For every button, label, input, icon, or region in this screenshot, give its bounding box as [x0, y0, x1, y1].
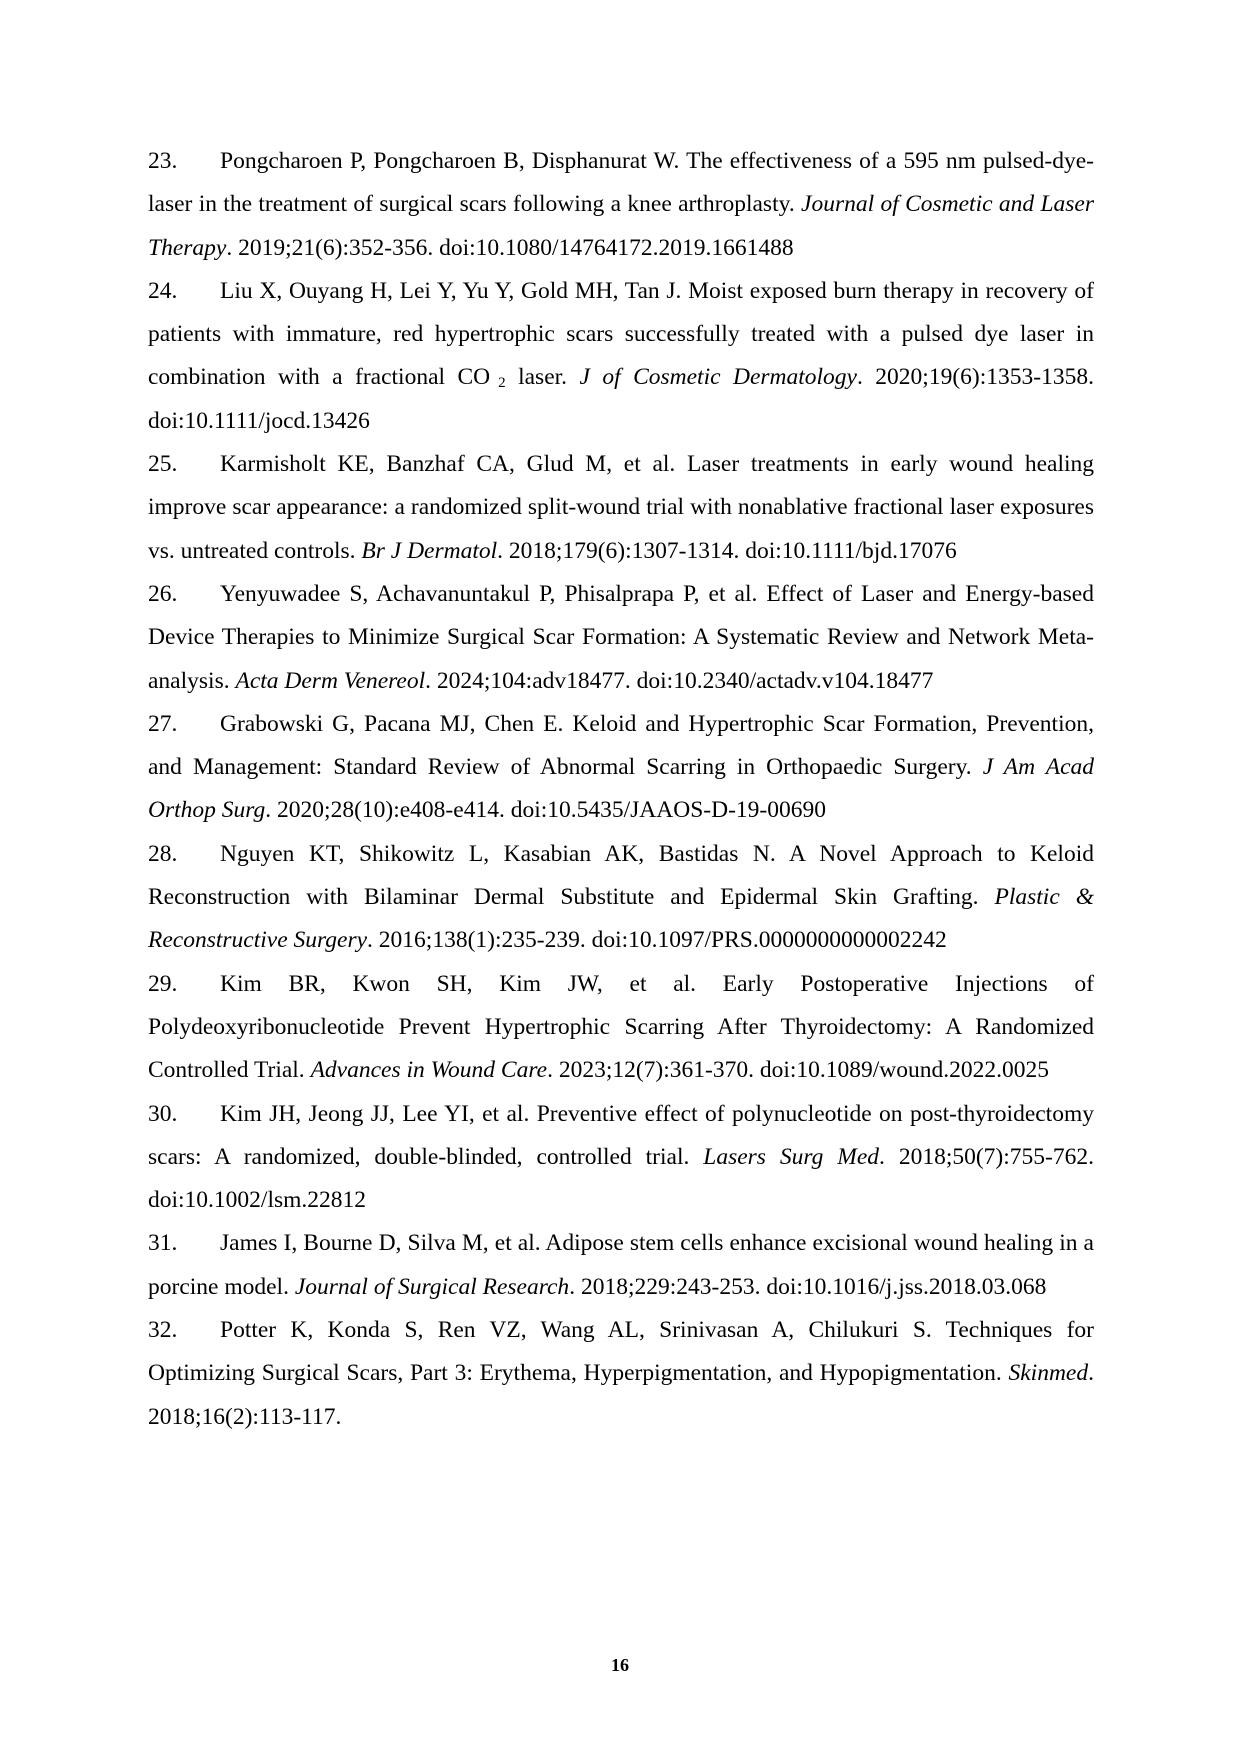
reference-24 — [148, 270, 1094, 443]
reference-25 — [148, 443, 1094, 573]
reference-number: 30. — [148, 1100, 178, 1127]
reference-31 — [148, 1222, 1094, 1309]
reference-26 — [148, 573, 1094, 703]
journal-title: Skinmed — [1008, 1360, 1089, 1387]
subscript: 2 — [498, 375, 506, 392]
reference-citation: . 2024;104:adv18477. doi:10.2340/actadv.v104.18477 — [425, 667, 934, 694]
reference-number: 27. — [148, 710, 178, 737]
page-number: 16 — [611, 1655, 629, 1675]
reference-text: Kim BR, Kwon SH, Kim JW, et al. Early Postoperative Injections of Polydeoxyribonucleotide Prevent Hypertrophic Scarring After Thyroidectomy: A Randomized Controlled Trial. — [148, 970, 1094, 1084]
reference-28 — [148, 833, 1094, 963]
journal-title: J Am Acad Orthop Surg — [148, 754, 1094, 824]
reference-text: Yenyuwadee S, Achavanuntakul P, Phisalprapa P, et al. Effect of Laser and Energy-based Device Therapies to Minimize Surgical Scar Formation: A Systematic Review and Network Meta-analysis. — [148, 580, 1094, 694]
reference-citation: . 2018;16(2):113-117. — [148, 1360, 1094, 1430]
reference-29 — [148, 963, 1094, 1093]
reference-text: Nguyen KT, Shikowitz L, Kasabian AK, Bastidas N. A Novel Approach to Keloid Reconstruction with Bilaminar Dermal Substitute and Epidermal Skin Grafting. — [148, 840, 1094, 911]
journal-title: J of Cosmetic Dermatology — [579, 364, 857, 391]
journal-title: Journal of Cosmetic and Laser Therapy — [148, 191, 1094, 261]
reference-number: 32. — [148, 1317, 178, 1344]
reference-citation: . 2020;28(10):e408-e414. doi:10.5435/JAAOS-D-19-00690 — [265, 797, 826, 824]
reference-citation: . 2018;50(7):755-762. doi:10.1002/lsm.22812 — [148, 1143, 1094, 1214]
reference-citation: . 2019;21(6):352-356. doi:10.1080/14764172.2019.1661488 — [226, 234, 794, 261]
reference-text: Grabowski G, Pacana MJ, Chen E. Keloid and Hypertrophic Scar Formation, Prevention, and Management: Standard Review of Abnormal Scarring in Orthopaedic Surgery. — [148, 710, 1094, 781]
journal-title: Advances in Wound Care — [310, 1057, 548, 1084]
journal-title: Br J Dermatol — [361, 537, 498, 564]
reference-text: Pongcharoen P, Pongcharoen B, Disphanurat W. The effectiveness of a 595 nm pulsed-dye-laser in the treatment of surgical scars following a knee arthroplasty. — [148, 148, 1094, 218]
reference-32 — [148, 1309, 1094, 1439]
reference-citation: . 2023;12(7):361-370. doi:10.1089/wound.2022.0025 — [547, 1057, 1050, 1084]
reference-number: 24. — [148, 277, 178, 304]
reference-list — [148, 140, 1094, 1439]
reference-text: Kim JH, Jeong JJ, Lee YI, et al. Preventive effect of polynucleotide on post-thyroidectomy scars: A randomized, double-blinded, controlled trial. — [148, 1100, 1094, 1170]
reference-number: 29. — [148, 970, 178, 997]
reference-citation: . 2018;229:243-253. doi:10.1016/j.jss.2018.03.068 — [569, 1273, 1047, 1300]
reference-number: 28. — [148, 840, 178, 867]
reference-number: 26. — [148, 580, 178, 607]
reference-number: 31. — [148, 1230, 178, 1257]
reference-citation: . 2020;19(6):1353-1358. doi:10.1111/jocd.13426 — [148, 364, 1094, 434]
journal-title: Acta Derm Venereol — [235, 667, 426, 694]
reference-text: Karmisholt KE, Banzhaf CA, Glud M, et al. Laser treatments in early wound healing improve scar appearance: a randomized split-wound trial with nonablative fractional laser exposures vs. untreated controls. — [148, 451, 1094, 564]
reference-27 — [148, 703, 1094, 833]
reference-text: Potter K, Konda S, Ren VZ, Wang AL, Srinivasan A, Chilukuri S. Techniques for Optimizing Surgical Scars, Part 3: Erythema, Hyperpigmentation, and Hypopigmentation. — [148, 1317, 1094, 1387]
reference-citation: . 2016;138(1):235-239. doi:10.1097/PRS.0000000000002242 — [367, 927, 947, 954]
reference-citation: . 2018;179(6):1307-1314. doi:10.1111/bjd.17076 — [497, 537, 957, 564]
reference-23 — [148, 140, 1094, 270]
journal-title: Journal of Surgical Research — [294, 1273, 570, 1300]
reference-number: 23. — [148, 148, 178, 174]
reference-text: James I, Bourne D, Silva M, et al. Adipose stem cells enhance excisional wound healing in a porcine model. — [148, 1230, 1094, 1300]
reference-text-continued: laser. — [505, 364, 580, 391]
journal-title: Plastic & Reconstructive Surgery — [148, 884, 1095, 954]
journal-title: Lasers Surg Med — [703, 1143, 880, 1170]
reference-number: 25. — [148, 451, 178, 478]
reference-text: Liu X, Ouyang H, Lei Y, Yu Y, Gold MH, Tan J. Moist exposed burn therapy in recovery of patients with immature, red hypertrophic scars successfully treated with a pulsed dye laser in combination with a fractional CO — [148, 277, 1094, 391]
reference-30 — [148, 1093, 1094, 1223]
